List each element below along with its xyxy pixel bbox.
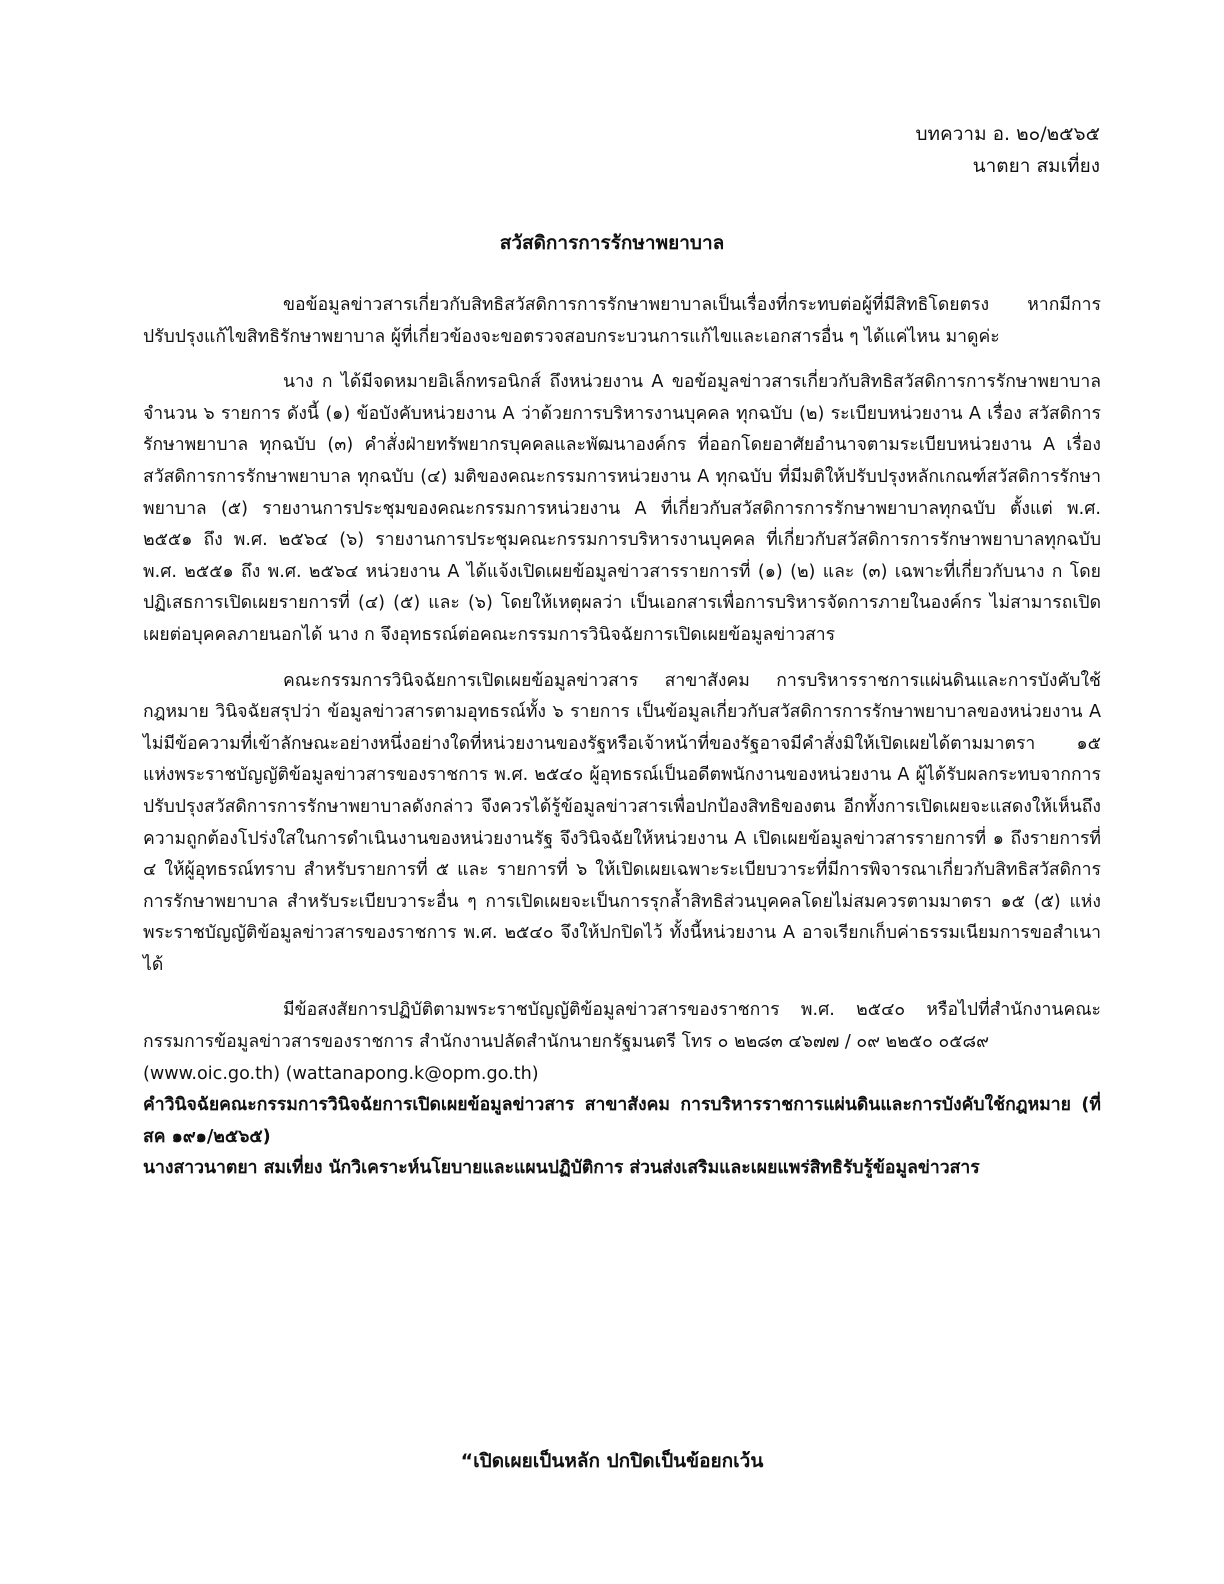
article-number: บทความ อ. ๒๐/๒๕๖๕ xyxy=(915,123,1100,145)
ruling-reference: คำวินิจฉัยคณะกรรมการวินิจฉัยการเปิดเผยข้อมูลข่าวสาร สาขาสังคม การบริหารราชการแผ่นดินและการบังคับใช้กฎหมาย (ที่ สค ๑๙๑/๒๕๖๕) xyxy=(143,1095,1101,1147)
header-reference xyxy=(915,118,1100,182)
slogan: “เปิดเผยเป็นหลัก ปกปิดเป็นข้อยกเว้น xyxy=(460,1450,764,1472)
author-short-name: นาตยา สมเที่ยง xyxy=(972,155,1100,177)
intro-paragraph: ขอข้อมูลข่าวสารเกี่ยวกับสิทธิสวัสดิการการรักษาพยาบาลเป็นเรื่องที่กระทบต่อผู้ที่มีสิทธิโดยตรง หากมีการปรับปรุงแก้ไขสิทธิรักษาพยาบาล ผู้ที่เกี่ยวข้องจะขอตรวจสอบกระบวนการแก้ไขและเอกสารอื่น ๆ ได้แค่ไหน มาดูค่ะ xyxy=(143,295,1101,347)
contact-web: (www.oic.go.th) (wattanapong.k@opm.go.th) xyxy=(143,1063,539,1084)
ruling-paragraph: คณะกรรมการวินิจฉัยการเปิดเผยข้อมูลข่าวสาร สาขาสังคม การบริหารราชการแผ่นดินและการบังคับใช้กฎหมาย วินิจฉัยสรุปว่า ข้อมูลข่าวสารตามอุทธรณ์ทั้ง ๖ รายการ เป็นข้อมูลเกี่ยวกับสวัสดิการการรักษาพยาบาลของหน่วยงาน A ไม่มีข้อความที่เข้าลักษณะอย่างหนึ่งอย่างใดที่หน่วยงานของรัฐหรือเจ้าหน้าที่ของรัฐอาจมีคำสั่งมิให้เปิดเผยได้ตามมาตรา ๑๕ แห่งพระราชบัญญัติข้อมูลข่าวสารของราชการ พ.ศ. ๒๕๔๐ ผู้อุทธรณ์เป็นอดีตพนักงานของหน่วยงาน A ผู้ได้รับผลกระทบจากการปรับปรุงสวัสดิการการรักษาพยาบาลดังกล่าว จึงควรได้รู้ข้อมูลข่าวสารเพื่อปกป้องสิทธิของตน อีกทั้งการเปิดเผยจะแสดงให้เห็นถึงความถูกต้องโปร่งใสในการดำเนินงานของหน่วยงานรัฐ จึงวินิจฉัยให้หน่วยงาน A เปิดเผยข้อมูลข่าวสารรายการที่ ๑ ถึงรายการที่ ๔ ให้ผู้อุทธรณ์ทราบ สำหรับรายการที่ ๕ และ รายการที่ ๖ ให้เปิดเผยเฉพาะระเบียบวาระที่มีการพิจารณาเกี่ยวกับสิทธิสวัสดิการการรักษาพยาบาล สำหรับระเบียบวาระอื่น ๆ การเปิดเผยจะเป็นการรุกล้ำสิทธิส่วนบุคคลโดยไม่สมควรตามมาตรา ๑๕ (๕) แห่งพระราชบัญญัติข้อมูลข่าวสารของราชการ พ.ศ. ๒๕๔๐ จึงให้ปกปิดไว้ ทั้งนี้หน่วยงาน A อาจเรียกเก็บค่าธรรมเนียมการขอสำเนาได้ xyxy=(143,670,1101,975)
document-body xyxy=(143,290,1101,1185)
author-full-credit: นางสาวนาตยา สมเที่ยง นักวิเคราะห์นโยบายและแผนปฏิบัติการ ส่วนส่งเสริมและเผยแพร่สิทธิรับรู้ข้อมูลข่าวสาร xyxy=(143,1158,980,1179)
contact-section xyxy=(143,995,1101,1185)
contact-text: มีข้อสงสัยการปฏิบัติตามพระราชบัญญัติข้อมูลข่าวสารของราชการ พ.ศ. ๒๕๔๐ หรือไปที่สำนักงานคณะกรรมการข้อมูลข่าวสารของราชการ สำนักงานปลัดสำนักนายกรัฐมนตรี โทร ๐ ๒๒๘๓ ๔๖๗๗ / ๐๙ ๒๒๕๐ ๐๕๘๙ xyxy=(143,1000,1101,1053)
document-title: สวัสดิการการรักษาพยาบาล xyxy=(499,232,725,254)
case-facts-paragraph: นาง ก ได้มีจดหมายอิเล็กทรอนิกส์ ถึงหน่วยงาน A ขอข้อมูลข่าวสารเกี่ยวกับสิทธิสวัสดิการการรักษาพยาบาล จำนวน ๖ รายการ ดังนี้ (๑) ข้อบังคับหน่วยงาน A ว่าด้วยการบริหารงานบุคคล ทุกฉบับ (๒) ระเบียบหน่วยงาน A เรื่อง สวัสดิการรักษาพยาบาล ทุกฉบับ (๓) คำสั่งฝ่ายทรัพยากรบุคคลและพัฒนาองค์กร ที่ออกโดยอาศัยอำนาจตามระเบียบหน่วยงาน A เรื่อง สวัสดิการการรักษาพยาบาล ทุกฉบับ (๔) มติของคณะกรรมการหน่วยงาน A ทุกฉบับ ที่มีมติให้ปรับปรุงหลักเกณฑ์สวัสดิการรักษาพยาบาล (๕) รายงานการประชุมของคณะกรรมการหน่วยงาน A ที่เกี่ยวกับสวัสดิการการรักษาพยาบาลทุกฉบับ ตั้งแต่ พ.ศ. ๒๕๕๑ ถึง พ.ศ. ๒๕๖๔ (๖) รายงานการประชุมคณะกรรมการบริหารงานบุคคล ที่เกี่ยวกับสวัสดิการการรักษาพยาบาลทุกฉบับ พ.ศ. ๒๕๕๑ ถึง พ.ศ. ๒๕๖๔ หน่วยงาน A ได้แจ้งเปิดเผยข้อมูลข่าวสารรายการที่ (๑) (๒) และ (๓) เฉพาะที่เกี่ยวกับนาง ก โดยปฏิเสธการเปิดเผยรายการที่ (๔) (๕) และ (๖) โดยให้เหตุผลว่า เป็นเอกสารเพื่อการบริหารจัดการภายในองค์กร ไม่สามารถเปิดเผยต่อบุคคลภายนอกได้ นาง ก จึงอุทธรณ์ต่อคณะกรรมการวินิจฉัยการเปิดเผยข้อมูลข่าวสาร xyxy=(143,372,1101,645)
